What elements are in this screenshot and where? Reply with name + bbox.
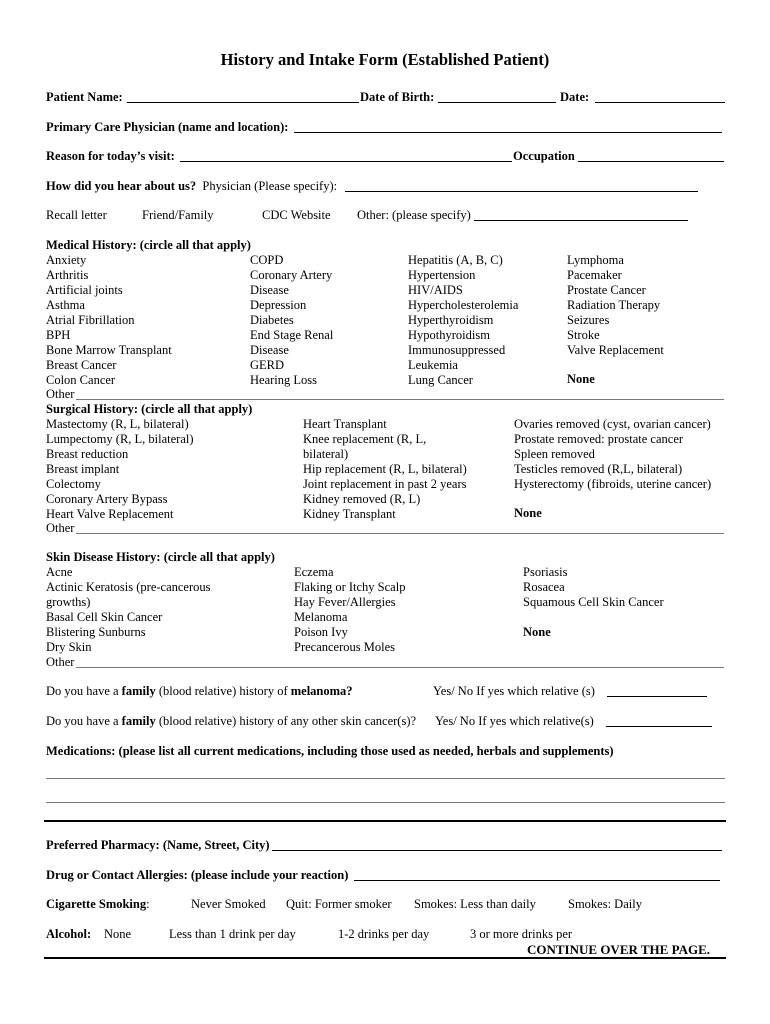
medical-other-field[interactable] <box>76 399 724 400</box>
reason-field[interactable] <box>180 161 512 162</box>
checklist-item[interactable]: Coronary Artery Bypass <box>46 492 168 506</box>
skin-col-2 <box>294 565 405 655</box>
checklist-item[interactable]: Hysterectomy (fibroids, uterine cancer) <box>514 477 712 491</box>
checklist-item[interactable]: Asthma <box>46 298 85 312</box>
continue-note: CONTINUE OVER THE PAGE. <box>527 942 710 957</box>
smoking-option-less-daily[interactable]: Smokes: Less than daily <box>414 897 536 911</box>
checklist-item[interactable]: Squamous Cell Skin Cancer <box>523 595 664 609</box>
checklist-item[interactable]: Coronary Artery <box>250 268 333 282</box>
surgical-col-3 <box>514 417 711 492</box>
medical-col-4 <box>567 253 664 358</box>
checklist-item[interactable]: Leukemia <box>408 358 458 372</box>
checklist-item[interactable]: Precancerous Moles <box>294 640 396 654</box>
family-melanoma-question <box>46 684 353 699</box>
checklist-item[interactable]: Basal Cell Skin Cancer <box>46 610 163 624</box>
allergies-label: Drug or Contact Allergies: (please include your reaction) <box>46 868 349 882</box>
alcohol-option-3-plus[interactable]: 3 or more drinks per <box>470 927 573 941</box>
occupation-label: Occupation <box>513 149 575 163</box>
checklist-item[interactable]: Artificial joints <box>46 283 123 297</box>
family-melanoma-yesno[interactable]: Yes/ No If yes which relative (s) <box>433 684 595 698</box>
smoking-option-former[interactable]: Quit: Former smoker <box>286 897 392 911</box>
q1-prefix: Do you have a <box>46 684 122 698</box>
checklist-item[interactable]: Disease <box>250 343 289 357</box>
checklist-item[interactable]: Prostate Cancer <box>567 283 646 297</box>
checklist-item[interactable]: Eczema <box>294 565 334 579</box>
reason-label: Reason for today’s visit: <box>46 149 175 163</box>
checklist-item[interactable]: Arthritis <box>46 268 89 282</box>
medications-label: Medications: (please list all current medications, including those used as needed, herbals and supplements) <box>46 744 614 758</box>
surgical-col-1 <box>46 417 194 522</box>
checklist-item[interactable]: Lymphoma <box>567 253 624 267</box>
checklist-item[interactable]: Hepatitis (A, B, C) <box>408 253 503 267</box>
q1-melanoma: melanoma? <box>290 684 353 698</box>
option-recall-letter[interactable]: Recall letter <box>46 208 107 222</box>
checklist-item[interactable]: Pacemaker <box>567 268 622 282</box>
checklist-item[interactable]: Colectomy <box>46 477 101 491</box>
checklist-item[interactable]: Knee replacement (R, L, <box>303 432 427 446</box>
form-title: History and Intake Form (Established Patient) <box>220 50 550 69</box>
surgical-other-label: Other <box>46 521 75 535</box>
patient-name-label: Patient Name: <box>46 90 123 104</box>
pcp-field[interactable] <box>294 132 722 133</box>
checklist-item[interactable]: GERD <box>250 358 285 372</box>
checklist-item[interactable]: Seizures <box>567 313 610 327</box>
checklist-item[interactable]: Psoriasis <box>523 565 568 579</box>
medical-col-2 <box>250 253 333 388</box>
checklist-item[interactable]: Melanoma <box>294 610 348 624</box>
checklist-item[interactable]: HIV/AIDS <box>408 283 463 297</box>
checklist-item[interactable]: Depression <box>250 298 307 312</box>
checklist-item[interactable]: Bone Marrow Transplant <box>46 343 172 357</box>
checklist-item[interactable]: Ovaries removed (cyst, ovarian cancer) <box>514 417 711 431</box>
checklist-item[interactable]: Heart Transplant <box>303 417 387 431</box>
checklist-item[interactable]: Diabetes <box>250 313 294 327</box>
checklist-item[interactable]: Kidney removed (R, L) <box>303 492 421 506</box>
q1-family: family <box>121 684 156 698</box>
checklist-item[interactable]: Breast Cancer <box>46 358 117 372</box>
dob-field[interactable] <box>438 102 556 103</box>
skin-other-label: Other <box>46 655 75 669</box>
checklist-item[interactable]: Rosacea <box>523 580 565 594</box>
smoking-option-daily[interactable]: Smokes: Daily <box>568 897 642 911</box>
patient-name-field[interactable] <box>127 102 359 103</box>
medications-line-1[interactable] <box>46 778 725 779</box>
checklist-item[interactable]: Mastectomy (R, L, bilateral) <box>46 417 189 431</box>
medications-line-2[interactable] <box>46 802 725 803</box>
checklist-item[interactable]: Disease <box>250 283 289 297</box>
medical-col-3 <box>408 253 518 388</box>
dob-label: Date of Birth: <box>360 90 435 104</box>
checklist-item[interactable]: Anxiety <box>46 253 87 267</box>
checklist-item[interactable]: Hearing Loss <box>250 373 317 387</box>
skin-history-heading: Skin Disease History: (circle all that apply) <box>46 550 275 564</box>
smoking-label-wrap <box>46 897 150 912</box>
checklist-item[interactable]: bilateral) <box>303 447 349 461</box>
checklist-item[interactable]: COPD <box>250 253 284 267</box>
surgical-none-option[interactable]: None <box>514 506 542 520</box>
occupation-field[interactable] <box>578 161 724 162</box>
pharmacy-field[interactable] <box>272 850 722 851</box>
pharmacy-label: Preferred Pharmacy: (Name, Street, City) <box>46 838 270 852</box>
surgical-history-heading: Surgical History: (circle all that apply) <box>46 402 253 416</box>
q1-mid: (blood relative) history of <box>155 684 291 698</box>
checklist-item[interactable]: Stroke <box>567 328 600 342</box>
alcohol-option-less-1[interactable]: Less than 1 drink per day <box>169 927 296 941</box>
checklist-item[interactable]: Hypothyroidism <box>408 328 490 342</box>
surgical-col-2 <box>303 417 467 522</box>
smoking-label: Cigarette Smoking <box>46 897 147 911</box>
q2-family: family <box>121 714 156 728</box>
skin-other-field[interactable] <box>76 667 724 668</box>
date-label: Date: <box>560 90 590 104</box>
checklist-item[interactable]: Joint replacement in past 2 years <box>303 477 467 491</box>
checklist-item[interactable]: Immunosuppressed <box>408 343 506 357</box>
checklist-item[interactable]: Dry Skin <box>46 640 92 654</box>
checklist-item[interactable]: Testicles removed (R,L, bilateral) <box>514 462 683 476</box>
checklist-item[interactable]: growths) <box>46 595 91 609</box>
checklist-item[interactable]: Radiation Therapy <box>567 298 661 312</box>
hear-physician-field[interactable] <box>345 191 698 192</box>
checklist-item[interactable]: Hay Fever/Allergies <box>294 595 396 609</box>
checklist-item[interactable]: Hypertension <box>408 268 476 282</box>
checklist-item[interactable]: Prostate removed: prostate cancer <box>514 432 684 446</box>
checklist-item[interactable]: Acne <box>46 565 73 579</box>
medical-col-1 <box>46 253 172 388</box>
smoking-colon: : <box>146 897 150 911</box>
pcp-label: Primary Care Physician (name and location): <box>46 120 289 134</box>
family-other-skin-yesno[interactable]: Yes/ No If yes which relative(s) <box>435 714 594 728</box>
checklist-item[interactable]: Kidney Transplant <box>303 507 396 521</box>
checklist-item[interactable]: Breast reduction <box>46 447 129 461</box>
option-friend-family[interactable]: Friend/Family <box>142 208 214 222</box>
checklist-item[interactable]: Atrial Fibrillation <box>46 313 135 327</box>
checklist-item[interactable]: Lung Cancer <box>408 373 473 387</box>
checklist-item[interactable]: Heart Valve Replacement <box>46 507 174 521</box>
hear-question <box>46 179 337 194</box>
family-other-skin-relative-field[interactable] <box>606 726 712 727</box>
medical-history-heading: Medical History: (circle all that apply) <box>46 238 251 252</box>
family-other-skin-question <box>46 714 416 729</box>
checklist-item[interactable]: BPH <box>46 328 71 342</box>
checklist-item[interactable]: Hip replacement (R, L, bilateral) <box>303 462 467 476</box>
checklist-item[interactable]: Hyperthyroidism <box>408 313 494 327</box>
section-divider <box>44 820 726 822</box>
q2-prefix: Do you have a <box>46 714 122 728</box>
allergies-field[interactable] <box>354 880 720 881</box>
checklist-item[interactable]: Valve Replacement <box>567 343 664 357</box>
checklist-item[interactable]: Actinic Keratosis (pre-cancerous <box>46 580 211 594</box>
alcohol-label: Alcohol: <box>46 927 92 941</box>
medical-other-label: Other <box>46 387 75 401</box>
checklist-item[interactable]: Lumpectomy (R, L, bilateral) <box>46 432 194 446</box>
option-cdc-website[interactable]: CDC Website <box>262 208 331 222</box>
alcohol-option-none[interactable]: None <box>104 927 132 941</box>
skin-none-option[interactable]: None <box>523 625 551 639</box>
smoking-option-never[interactable]: Never Smoked <box>191 897 266 911</box>
checklist-item[interactable]: Flaking or Itchy Scalp <box>294 580 406 594</box>
skin-col-1 <box>46 565 211 655</box>
date-field[interactable] <box>595 102 725 103</box>
hear-question-label: How did you hear about us? <box>46 179 197 193</box>
checklist-item[interactable]: Spleen removed <box>514 447 595 461</box>
q2-suffix: (blood relative) history of any other skin cancer(s)? <box>155 714 417 728</box>
bottom-rule <box>44 957 726 959</box>
option-other-specify[interactable]: Other: (please specify) <box>357 208 471 222</box>
hear-physician-label: Physician (Please specify): <box>202 179 338 193</box>
skin-col-3 <box>523 565 664 610</box>
checklist-item[interactable]: Hypercholesterolemia <box>408 298 519 312</box>
checklist-item[interactable]: Blistering Sunburns <box>46 625 146 639</box>
checklist-item[interactable]: Poison Ivy <box>294 625 348 639</box>
alcohol-option-1-2[interactable]: 1-2 drinks per day <box>338 927 430 941</box>
surgical-other-field[interactable] <box>76 533 724 534</box>
checklist-item[interactable]: End Stage Renal <box>250 328 334 342</box>
other-specify-field[interactable] <box>474 220 688 221</box>
family-melanoma-relative-field[interactable] <box>607 696 707 697</box>
checklist-item[interactable]: Breast implant <box>46 462 120 476</box>
medical-none-option[interactable]: None <box>567 372 595 386</box>
checklist-item[interactable]: Colon Cancer <box>46 373 116 387</box>
